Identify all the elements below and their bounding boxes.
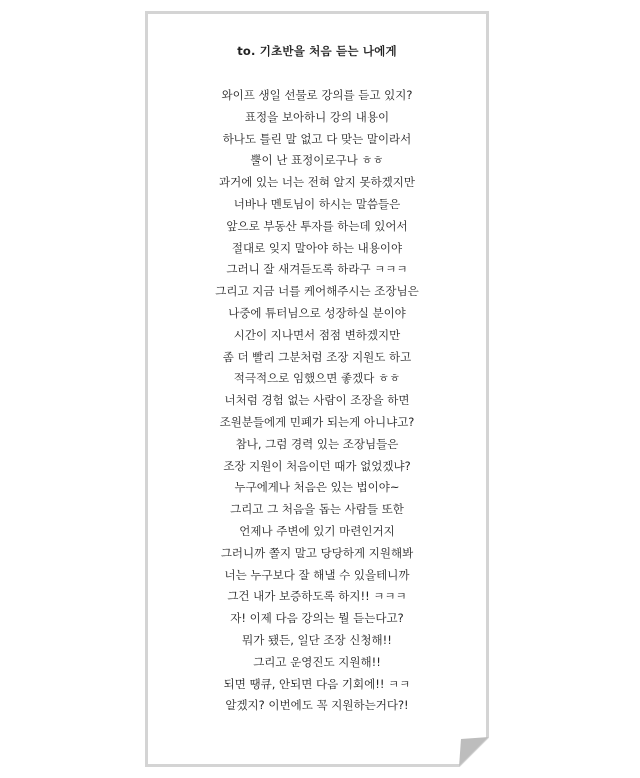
letter-line: 하나도 틀린 말 없고 다 맞는 말이라서 <box>222 131 412 146</box>
letter-line: 와이프 생일 선물로 강의를 듣고 있지? <box>221 88 413 102</box>
letter-line: 참나, 그럼 경력 있는 조장님들은 <box>235 436 399 451</box>
letter-line: 그리고 운영진도 지원해!! <box>253 654 381 669</box>
letter-line: 그건 내가 보증하도록 하지!! ㅋㅋㅋ <box>227 589 407 604</box>
letter-line: 언제나 주변에 있기 마련인거지 <box>239 523 395 538</box>
letter-line: 그리고 지금 너를 케어해주시는 조장님은 <box>215 284 419 299</box>
letter-line: 조원분들에게 민폐가 되는게 아니냐고? <box>219 414 415 429</box>
letter-line: 나중에 튜터님으로 성장하실 분이야 <box>228 305 406 320</box>
letter-line: 과거에 있는 너는 전혀 알지 못하겠지만 <box>218 175 416 190</box>
letter-line: 표정을 보아하니 강의 내용이 <box>244 109 390 124</box>
letter-line: 누구에게나 처음은 있는 법이야~ <box>234 480 400 495</box>
letter-title: to. 기초반을 처음 듣는 나에게 <box>237 44 397 58</box>
letter-content <box>148 43 486 717</box>
letter-body <box>148 85 486 717</box>
letter-line: 그리고 그 처음을 돕는 사람들 또한 <box>230 502 404 517</box>
letter-line: 조장 지원이 처음이던 때가 없었겠냐? <box>223 458 411 473</box>
letter-line: 뿔이 난 표정이로구나 ㅎㅎ <box>250 153 384 168</box>
letter-line: 너처럼 경험 없는 사람이 조장을 하면 <box>224 393 410 408</box>
letter-line: 알겠지? 이번에도 꼭 지원하는거다?! <box>225 698 409 713</box>
letter-line: 그러니까 쫄지 말고 당당하게 지원해봐 <box>220 545 414 560</box>
letter-line: 자! 이제 다음 강의는 뭘 듣는다고? <box>230 611 404 626</box>
letter-line: 앞으로 부동산 투자를 하는데 있어서 <box>226 218 408 233</box>
letter-line: 뭐가 됐든, 일단 조장 신청해!! <box>242 632 392 647</box>
letter-line: 너바나 멘토님이 하시는 말씀들은 <box>233 196 401 211</box>
letter-line: 시간이 지나면서 점점 변하겠지만 <box>233 327 401 342</box>
letter-line: 절대로 잊지 말아야 하는 내용이야 <box>231 240 403 255</box>
letter-line: 되면 땡큐, 안되면 다음 기회에!! ㅋㅋ <box>223 676 411 691</box>
page-curl-icon <box>459 737 489 767</box>
letter-line: 적극적으로 임했으면 좋겠다 ㅎㅎ <box>233 371 401 386</box>
letter-line: 너는 누구보다 잘 해낼 수 있을테니까 <box>224 567 410 582</box>
letter-line: 그러니 잘 새겨듣도록 하라구 ㅋㅋㅋ <box>226 262 408 277</box>
letter-paper <box>145 11 489 767</box>
letter-line: 좀 더 빨리 그분처럼 조장 지원도 하고 <box>222 349 412 364</box>
